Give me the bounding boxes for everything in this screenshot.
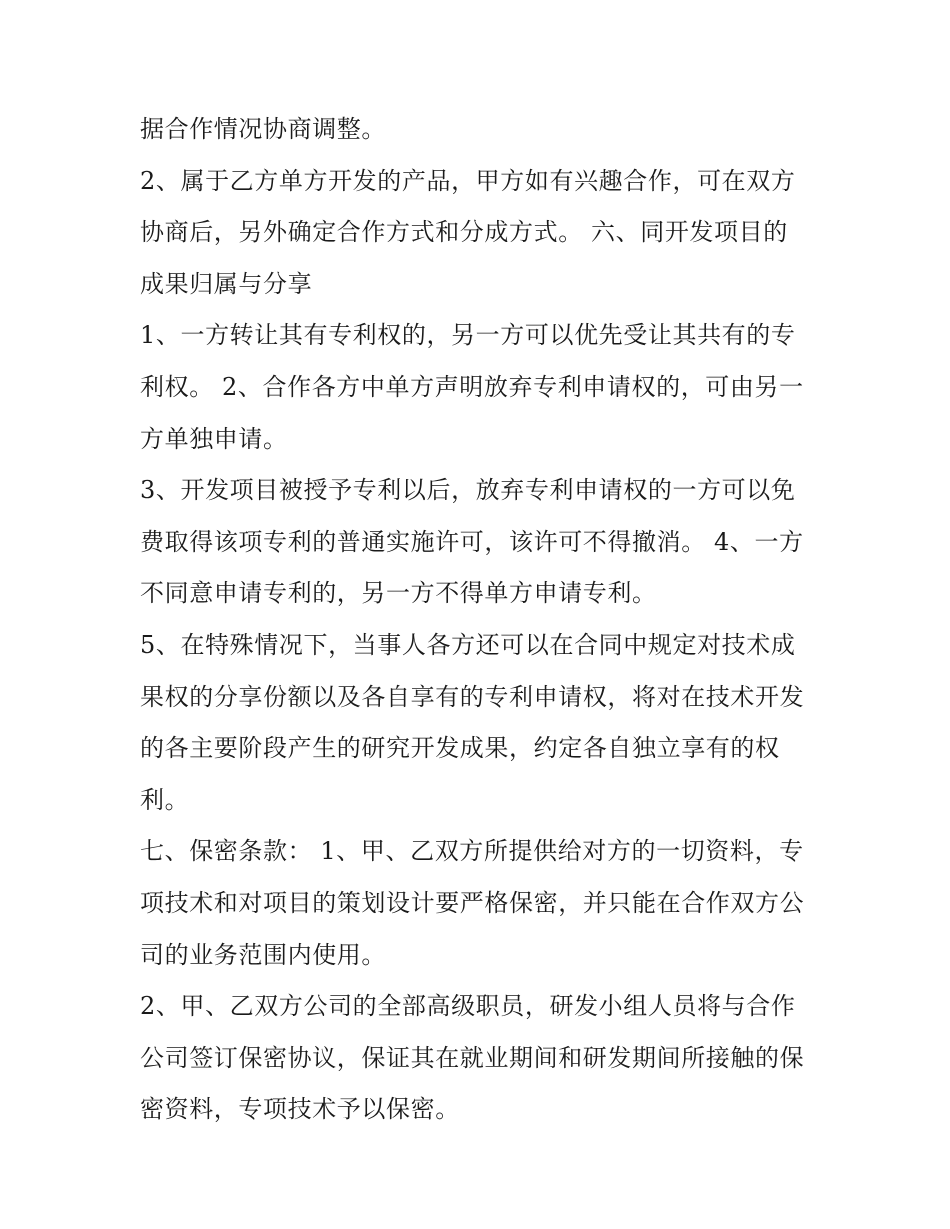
- text-line: 费取得该项专利的普通实施许可，该许可不得撤消。 4、一方: [140, 527, 804, 556]
- text-line: 七、保密条款： 1、甲、乙双方所提供给对方的一切资料，专: [140, 837, 804, 866]
- text-line: 2、甲、乙双方公司的全部高级职员，研发小组人员将与合作: [140, 992, 796, 1021]
- text-line: 的各主要阶段产生的研究开发成果，约定各自独立享有的权: [140, 734, 780, 763]
- text-line: 据合作情况协商调整。: [140, 115, 386, 143]
- text-line: 成果归属与分享: [140, 269, 313, 298]
- text-line: 协商后，另外确定合作方式和分成方式。 六、同开发项目的: [140, 218, 788, 247]
- text-line: 公司签订保密协议，保证其在就业期间和研发期间所接触的保: [140, 1043, 805, 1072]
- text-line: 1、一方转让其有专利权的，另一方可以优先受让其共有的专: [140, 321, 796, 350]
- text-line: 密资料，专项技术予以保密。: [140, 1095, 460, 1124]
- text-line: 利。: [140, 785, 190, 814]
- text-line: 不同意申请专利的，另一方不得单方申请专利。: [140, 579, 657, 608]
- document-body: [140, 104, 820, 1136]
- text-line: 5、在特殊情况下，当事人各方还可以在合同中规定对技术成: [140, 630, 796, 659]
- text-line: 3、开发项目被授予专利以后，放弃专利申请权的一方可以免: [140, 476, 796, 505]
- text-line: 利权。 2、合作各方中单方声明放弃专利申请权的，可由另一: [140, 372, 804, 401]
- text-line: 司的业务范围内使用。: [140, 940, 386, 969]
- text-line: 果权的分享份额以及各自享有的专利申请权，将对在技术开发: [140, 682, 805, 711]
- text-line: 2、属于乙方单方开发的产品，甲方如有兴趣合作，可在双方: [140, 166, 796, 195]
- text-line: 项技术和对项目的策划设计要严格保密，并只能在合作双方公: [140, 888, 805, 917]
- text-line: 方单独申请。: [140, 424, 288, 453]
